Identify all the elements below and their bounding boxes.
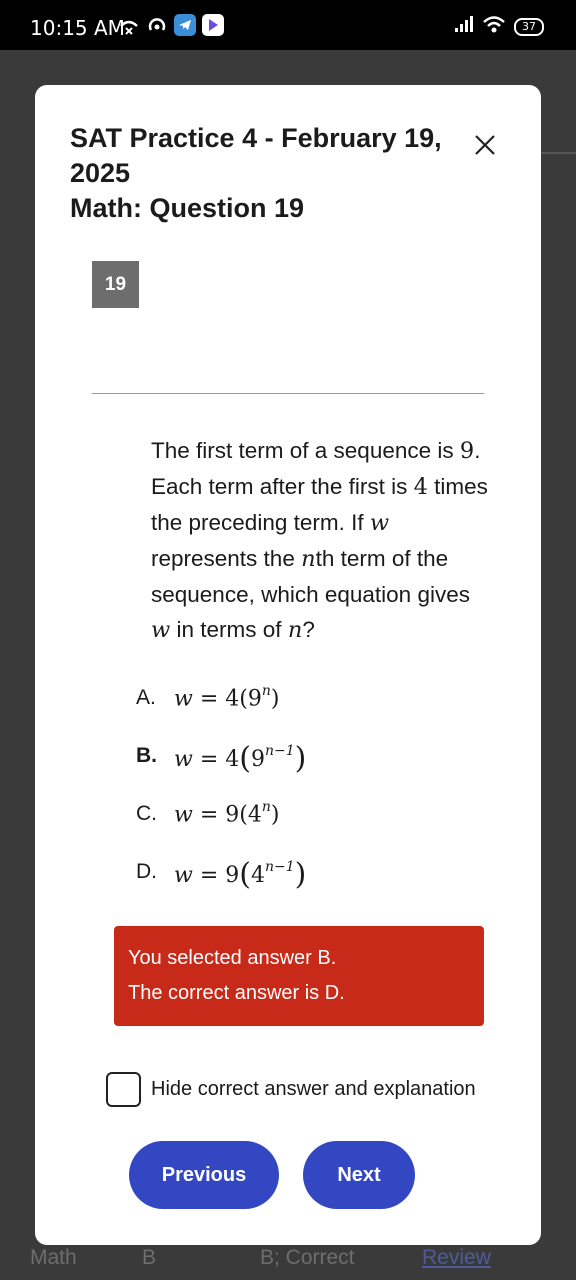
hide-answer-row[interactable] <box>106 1072 476 1107</box>
choice-letter: B. <box>136 744 157 767</box>
choice-letter: C. <box>136 802 157 825</box>
selected-answer-text: You selected answer B. <box>128 947 337 969</box>
choice-letter: D. <box>136 860 157 883</box>
choice-letter: A. <box>136 686 156 709</box>
status-bar <box>0 0 576 50</box>
close-button[interactable] <box>469 129 501 161</box>
question-divider <box>92 393 484 394</box>
choice-formula: $w = 4(9^n)$ <box>174 682 280 712</box>
background-answer-label: B <box>142 1246 157 1269</box>
close-icon <box>469 129 501 161</box>
modal-title-line1: SAT Practice 4 - February 19, 2025 <box>70 123 442 188</box>
system-icons <box>454 14 544 39</box>
choice-formula: $w = 9(4^{n-1})$ <box>174 856 307 892</box>
choice-c[interactable] <box>136 785 516 843</box>
notification-icons <box>118 14 224 36</box>
missed-call-icon <box>118 14 140 36</box>
background-results-row <box>0 1240 576 1280</box>
choice-formula: $w = 4(9^{n-1})$ <box>174 740 307 776</box>
previous-button[interactable]: Previous <box>129 1141 279 1209</box>
telegram-icon <box>174 14 196 36</box>
play-store-icon <box>202 14 224 36</box>
background-section-label: Math <box>30 1246 77 1269</box>
wifi-icon <box>482 14 506 39</box>
background-divider <box>541 152 576 154</box>
signal-icon <box>454 15 474 38</box>
hide-answer-label[interactable]: Hide correct answer and explanation <box>151 1078 476 1100</box>
modal-title <box>70 121 460 226</box>
answer-result-banner <box>114 926 484 1026</box>
modal-title-line2: Math: Question 19 <box>70 193 305 223</box>
answer-choices <box>136 669 516 901</box>
choice-formula: $w = 9(4^n)$ <box>174 798 280 828</box>
choice-b[interactable] <box>136 727 516 785</box>
question-text: The first term of a sequence is 9. Each term after the first is 4 times the preceding term. If w represents the nth term of the sequence, which equation gives w in terms of n? <box>151 438 488 643</box>
question-modal <box>35 85 541 1245</box>
background-status-label: B; Correct <box>260 1246 355 1269</box>
choice-a[interactable] <box>136 669 516 727</box>
hotspot-icon <box>146 14 168 36</box>
question-number-badge: 19 <box>92 261 139 308</box>
status-time: 10:15 AM <box>30 16 125 40</box>
battery-indicator: 37 <box>514 18 544 36</box>
next-button[interactable]: Next <box>303 1141 415 1209</box>
choice-d[interactable] <box>136 843 516 901</box>
background-review-link[interactable]: Review <box>422 1246 491 1269</box>
correct-answer-text: The correct answer is D. <box>128 982 345 1004</box>
hide-answer-checkbox[interactable] <box>106 1072 141 1107</box>
